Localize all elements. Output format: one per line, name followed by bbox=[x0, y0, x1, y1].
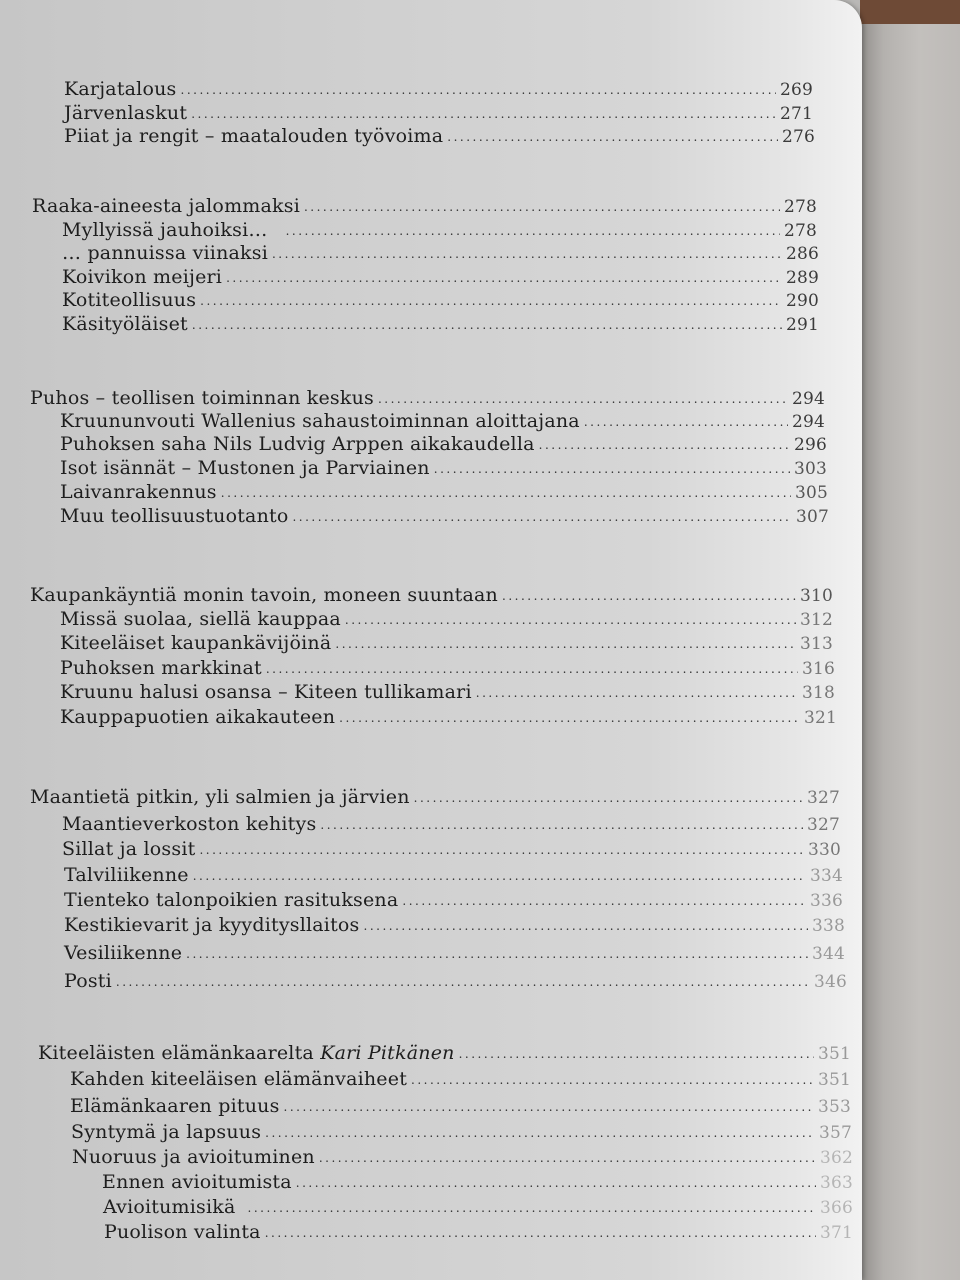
entry-title: Käsityöläiset bbox=[62, 313, 188, 335]
toc-entry bbox=[60, 457, 832, 479]
entry-page: 296 bbox=[794, 435, 828, 455]
dot-leader bbox=[584, 415, 788, 429]
entry-page: 366 bbox=[820, 1198, 854, 1218]
toc-entry bbox=[64, 102, 818, 124]
entry-title: Järvenlaskut bbox=[64, 102, 188, 124]
entry-page: 338 bbox=[812, 916, 846, 936]
toc-entry bbox=[64, 889, 848, 911]
entry-page: 313 bbox=[800, 634, 834, 654]
entry-title: Sillat ja lossit bbox=[62, 838, 196, 860]
entry-title: Koivikon meijeri bbox=[62, 266, 223, 288]
entry-page: 305 bbox=[795, 483, 829, 503]
section-title: Raaka-aineesta jalommaksi bbox=[32, 195, 300, 217]
entry-page: 278 bbox=[784, 221, 818, 241]
entry-title: Tienteko talonpoikien rasituksena bbox=[64, 889, 399, 911]
dot-leader bbox=[272, 247, 782, 261]
entry-page: 327 bbox=[807, 815, 841, 835]
entry-title: Karjatalous bbox=[64, 78, 177, 100]
entry-title: … pannuissa viinaksi bbox=[62, 242, 268, 264]
entry-title: Elämänkaaren pituus bbox=[70, 1095, 280, 1117]
dot-leader bbox=[193, 869, 806, 883]
toc-entry bbox=[60, 433, 832, 455]
entry-title: Kestikievarit ja kyyditysllaitos bbox=[64, 914, 360, 936]
entry-page: 334 bbox=[810, 866, 844, 886]
dot-leader bbox=[286, 224, 780, 238]
entry-page: 346 bbox=[814, 972, 848, 992]
entry-page: 312 bbox=[800, 610, 834, 630]
dot-leader bbox=[304, 200, 780, 214]
entry-title: Ennen avioitumista bbox=[102, 1171, 292, 1193]
section-title bbox=[38, 1042, 455, 1064]
dot-leader bbox=[319, 1151, 816, 1165]
toc-entry bbox=[72, 1146, 858, 1168]
dot-leader bbox=[248, 1201, 816, 1215]
toc-entry bbox=[62, 813, 845, 835]
dot-leader bbox=[345, 613, 796, 627]
dot-leader bbox=[296, 1176, 816, 1190]
toc-entry bbox=[60, 706, 842, 728]
toc-entry bbox=[64, 78, 818, 100]
toc-section-heading bbox=[30, 387, 830, 409]
dot-leader bbox=[502, 589, 796, 603]
entry-page: 330 bbox=[808, 840, 842, 860]
toc-subentry bbox=[104, 1221, 858, 1243]
section-page: 278 bbox=[784, 197, 818, 217]
entry-title: Missä suolaa, siellä kauppaa bbox=[60, 608, 341, 630]
dot-leader bbox=[199, 843, 804, 857]
toc-entry bbox=[62, 242, 824, 264]
section-page: 351 bbox=[818, 1044, 852, 1064]
entry-page: 271 bbox=[780, 104, 814, 124]
entry-title: Puhoksen saha Nils Ludvig Arppen aikakaudella bbox=[60, 433, 535, 455]
toc-entry bbox=[60, 657, 840, 679]
toc-subentry bbox=[102, 1171, 858, 1193]
entry-page: 318 bbox=[802, 683, 836, 703]
dot-leader bbox=[335, 637, 796, 651]
toc-entry bbox=[60, 481, 833, 503]
entry-page: 371 bbox=[820, 1223, 854, 1243]
dot-leader bbox=[476, 686, 798, 700]
toc-subentry bbox=[103, 1196, 858, 1218]
entry-title: Kauppapuotien aikakauteen bbox=[60, 706, 336, 728]
toc-entry bbox=[64, 970, 852, 992]
dot-leader bbox=[266, 662, 798, 676]
dot-leader bbox=[191, 107, 776, 121]
toc-entry bbox=[60, 410, 830, 432]
entry-title: Posti bbox=[64, 970, 112, 992]
entry-page: 307 bbox=[796, 507, 830, 527]
toc-section-heading bbox=[38, 1042, 856, 1064]
dot-leader bbox=[378, 392, 788, 406]
toc-entry bbox=[62, 219, 822, 241]
section-author: Kari Pitkänen bbox=[320, 1042, 455, 1064]
toc-entry bbox=[64, 942, 850, 964]
dot-leader bbox=[186, 947, 808, 961]
section-page: 310 bbox=[800, 586, 834, 606]
entry-page: 289 bbox=[786, 268, 820, 288]
entry-title: Kahden kiteeläisen elämänvaiheet bbox=[70, 1068, 408, 1090]
entry-title: Kruununvouti Wallenius sahaustoiminnan aloittajana bbox=[60, 410, 580, 432]
entry-title: Kruunu halusi osansa – Kiteen tullikamari bbox=[60, 681, 472, 703]
entry-page: 336 bbox=[810, 891, 844, 911]
entry-page: 363 bbox=[820, 1173, 854, 1193]
dot-leader bbox=[539, 438, 790, 452]
dot-leader bbox=[181, 83, 777, 97]
entry-title: Puolison valinta bbox=[104, 1221, 261, 1243]
dot-leader bbox=[447, 130, 778, 144]
dot-leader bbox=[221, 486, 791, 500]
toc-entry bbox=[70, 1095, 856, 1117]
entry-page: 344 bbox=[812, 944, 846, 964]
dot-leader bbox=[200, 294, 782, 308]
dot-leader bbox=[339, 711, 800, 725]
toc-entry bbox=[60, 505, 834, 527]
section-title-text: Kiteeläisten elämänkaarelta bbox=[38, 1042, 314, 1064]
entry-title: Kotiteollisuus bbox=[62, 289, 197, 311]
toc-entry bbox=[60, 632, 838, 654]
entry-page: 286 bbox=[786, 244, 820, 264]
entry-page: 291 bbox=[786, 315, 820, 335]
dot-leader bbox=[411, 1073, 814, 1087]
toc-entry bbox=[64, 864, 848, 886]
toc-entry bbox=[62, 289, 824, 311]
entry-page: 276 bbox=[782, 127, 816, 147]
dot-leader bbox=[364, 919, 808, 933]
entry-title: Vesiliikenne bbox=[64, 942, 183, 964]
entry-page: 294 bbox=[792, 412, 826, 432]
dot-leader bbox=[414, 791, 803, 805]
dot-leader bbox=[265, 1226, 816, 1240]
entry-title: Kiteeläiset kaupankävijöinä bbox=[60, 632, 332, 654]
entry-title: Piiat ja rengit – maatalouden työvoima bbox=[64, 125, 444, 147]
entry-page: 269 bbox=[780, 80, 814, 100]
entry-page: 353 bbox=[818, 1097, 852, 1117]
section-title: Kaupankäyntiä monin tavoin, moneen suuntaan bbox=[30, 584, 498, 606]
section-page: 294 bbox=[792, 389, 826, 409]
entry-page: 321 bbox=[804, 708, 838, 728]
section-page: 327 bbox=[807, 788, 841, 808]
entry-page: 362 bbox=[820, 1148, 854, 1168]
entry-page: 290 bbox=[786, 291, 820, 311]
toc-entry bbox=[62, 313, 824, 335]
adjacent-page-edge bbox=[858, 24, 960, 1280]
toc-section-heading bbox=[30, 584, 838, 606]
entry-title: Myllyissä jauhoiksi… bbox=[62, 219, 268, 241]
toc-entry bbox=[60, 608, 838, 630]
dot-leader bbox=[226, 271, 782, 285]
dot-leader bbox=[116, 975, 810, 989]
toc-entry bbox=[62, 266, 824, 288]
dot-leader bbox=[402, 894, 806, 908]
dot-leader bbox=[434, 462, 790, 476]
dot-leader bbox=[265, 1126, 815, 1140]
dot-leader bbox=[292, 510, 792, 524]
entry-page: 357 bbox=[819, 1123, 853, 1143]
dot-leader bbox=[192, 318, 782, 332]
entry-title: Avioitumisikä bbox=[103, 1196, 236, 1218]
dot-leader bbox=[284, 1100, 814, 1114]
entry-title: Nuoruus ja avioituminen bbox=[72, 1146, 315, 1168]
toc-entry bbox=[70, 1068, 856, 1090]
toc-section-heading bbox=[30, 786, 845, 808]
entry-title: Muu teollisuustuotanto bbox=[60, 505, 289, 527]
dot-leader bbox=[459, 1047, 814, 1061]
toc-entry bbox=[64, 914, 850, 936]
toc-section-heading bbox=[32, 195, 822, 217]
entry-page: 303 bbox=[794, 459, 828, 479]
entry-page: 316 bbox=[802, 659, 836, 679]
entry-title: Isot isännät – Mustonen ja Parviainen bbox=[60, 457, 430, 479]
dot-leader bbox=[320, 818, 803, 832]
entry-title: Talviliikenne bbox=[64, 864, 189, 886]
entry-title: Maantieverkoston kehitys bbox=[62, 813, 317, 835]
toc-entry bbox=[60, 681, 840, 703]
toc-entry bbox=[71, 1121, 857, 1143]
entry-page: 351 bbox=[818, 1070, 852, 1090]
toc-entry bbox=[62, 838, 846, 860]
entry-title: Puhoksen markkinat bbox=[60, 657, 262, 679]
entry-title: Syntymä ja lapsuus bbox=[71, 1121, 262, 1143]
section-title: Maantietä pitkin, yli salmien ja järvien bbox=[30, 786, 410, 808]
section-title: Puhos – teollisen toiminnan keskus bbox=[30, 387, 374, 409]
entry-title: Laivanrakennus bbox=[60, 481, 217, 503]
toc-entry bbox=[64, 125, 820, 147]
